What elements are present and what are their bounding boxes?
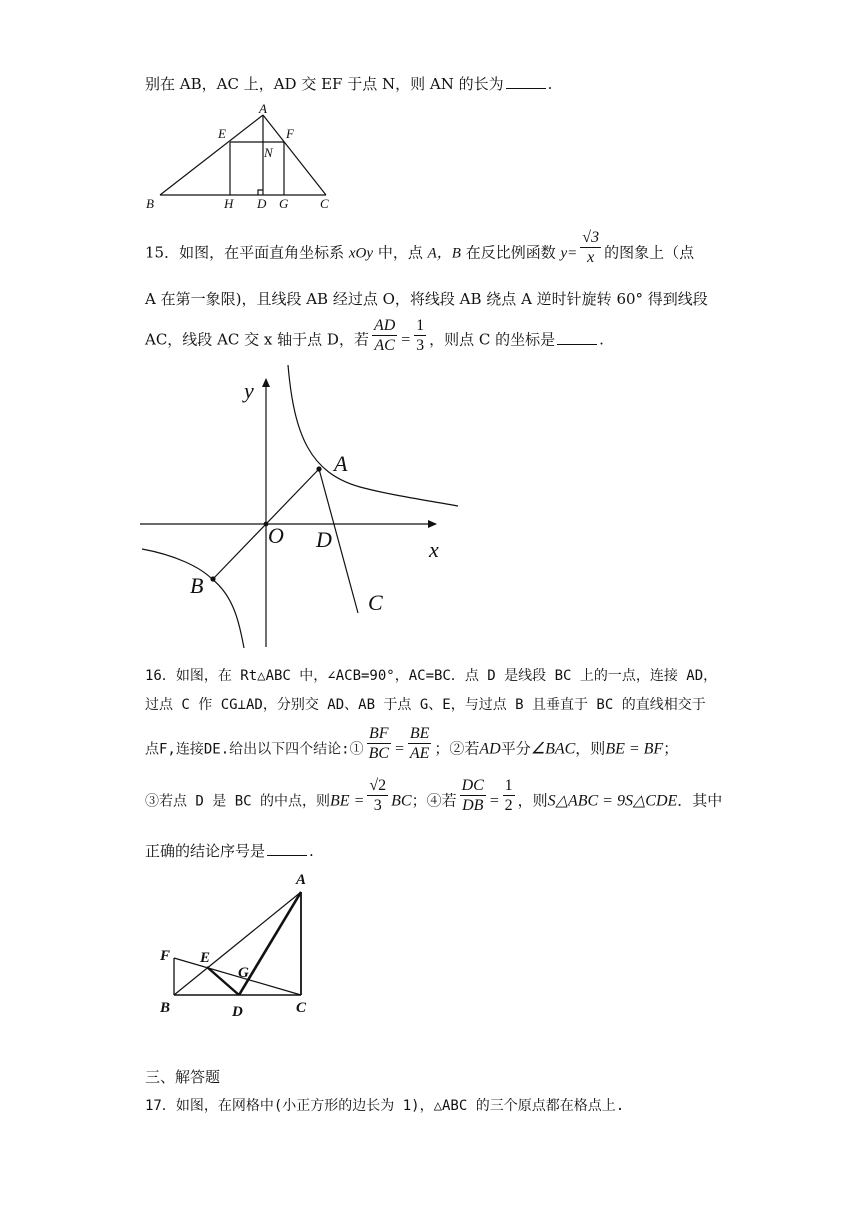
q16-end: .	[309, 842, 314, 860]
answer-blank	[506, 74, 546, 89]
label-D: D	[232, 1004, 243, 1020]
equals: =	[400, 331, 412, 349]
q15-text: 15．如图，在平面直角坐标系	[145, 243, 345, 262]
label-F: F	[160, 948, 171, 964]
q15-line3	[145, 317, 604, 355]
label-E: E	[218, 126, 226, 141]
q16-text: ；②若	[434, 739, 480, 758]
label-A: A	[259, 101, 267, 116]
label-D: D	[257, 196, 267, 211]
q16-math: BE =	[330, 792, 365, 810]
value-fraction: $\frac{1}{3}$	[416, 317, 425, 354]
q16-line1	[145, 666, 717, 686]
q15-var: xOy	[348, 245, 374, 262]
q15-text: 在反比例函数	[465, 243, 556, 262]
q16-math: ∠BAC	[530, 740, 576, 758]
q15-var: y=	[560, 245, 578, 262]
label-G: G	[279, 196, 289, 211]
label-O: O	[268, 523, 284, 548]
label-G: G	[238, 965, 249, 981]
q16-text: ；	[663, 739, 679, 758]
q16-math: BC	[391, 792, 412, 810]
c1-frac2: $\frac{BE}{AE}$	[409, 725, 430, 762]
q16-text: ．其中	[677, 791, 723, 810]
q15-end: .	[599, 330, 604, 349]
ratio-fraction: $\frac{AD}{AC}$	[373, 317, 396, 354]
c4-value: $\frac{1}{2}$	[504, 777, 513, 814]
c3-frac: $\frac{√2}{3}$	[369, 777, 387, 814]
q15-text: 的图象上（点	[604, 243, 695, 262]
q16-text: ③若点 D 是 BC 的中点，则	[145, 793, 331, 810]
q17-text: 17．如图，在网格中(小正方形的边长为 1)，△ABC 的三个原点都在格点上.	[145, 1098, 625, 1114]
answer-blank	[557, 330, 597, 345]
c4-frac: $\frac{DC}{DB}$	[461, 777, 484, 814]
label-A: A	[296, 872, 307, 888]
section-heading: 三、解答题	[145, 1068, 221, 1086]
label-x: x	[429, 537, 439, 562]
label-H: H	[224, 196, 234, 211]
q15-text: A 在第一象限)，且线段 AB 经过点 O，将线段 AB 绕点 A 逆时针旋转 60° 得到线段	[145, 290, 708, 308]
label-y: y	[244, 378, 254, 403]
q16-line2	[145, 695, 706, 715]
q15-var: A，B	[427, 245, 461, 262]
q15-figure	[140, 365, 460, 650]
q16-line3: 点F,连接DE.给出以下四个结论:① $\frac{BF}{BC}$ = $\frac{BE}{AE}$ ；②若AD平分∠BAC，则BE = BF；	[145, 725, 679, 762]
q16-text: 16．如图，在 Rt△ABC 中，∠ACB=90°，AC=BC．点 D 是线段 BC 上的一点，连接 AD，	[145, 668, 718, 684]
q16-text: 过点 C 作 CG⊥AD，分别交 AD、AB 于点 G、E，与过点 B 且垂直于 BC 的直线相交于	[145, 697, 706, 713]
label-B: B	[146, 196, 154, 211]
label-E: E	[200, 950, 211, 966]
q14-figure	[140, 100, 340, 215]
q16-text: ，则	[575, 739, 606, 758]
label-C: C	[320, 196, 329, 211]
q15-text: ，则点 C 的坐标是	[429, 330, 556, 349]
q16-text: 平分	[500, 739, 531, 758]
q15-line1	[145, 229, 695, 267]
q14-question: 别在 AB，AC 上，AD 交 EF 于点 N，则 AN 的长为	[145, 75, 504, 93]
q16-math: BE = BF	[605, 740, 664, 758]
q15-text: 中，点	[377, 243, 423, 262]
q14-end: .	[547, 75, 553, 93]
label-D: D	[316, 527, 332, 552]
c1-frac1: $\frac{BF}{BC}$	[368, 725, 390, 762]
q16-line4: ③若点 D 是 BC 的中点，则BE = $\frac{√2}{3}$ BC；④若 $\frac{DC}{DB}$ = $\frac{1}{2}$ ，则S△ABC = 9S△CDE．其中	[145, 777, 723, 814]
q16-text: 点F,连接DE.给出以下四个结论:①	[145, 741, 364, 758]
q16-line5	[145, 841, 314, 861]
q16-text: 正确的结论序号是	[145, 842, 266, 860]
label-F: F	[286, 126, 294, 141]
inverse-fraction: $\frac{√3}{x}$	[582, 229, 600, 266]
q16-figure	[150, 862, 330, 1022]
q16-math: AD	[479, 740, 501, 758]
answer-blank	[267, 841, 307, 856]
q15-text: AC，线段 AC 交 x 轴于点 D，若	[145, 330, 369, 349]
point-A	[316, 466, 321, 471]
q16-text: ；④若	[411, 791, 457, 810]
q16-text: ，则	[517, 791, 548, 810]
q15-line2	[145, 289, 708, 309]
label-A: A	[334, 451, 348, 476]
label-N: N	[264, 145, 273, 160]
label-B: B	[160, 1000, 171, 1016]
q14-text	[145, 74, 552, 94]
q16-math: S△ABC = 9S△CDE	[547, 792, 678, 810]
label-B: B	[190, 573, 204, 598]
label-C: C	[296, 1000, 307, 1016]
point-B	[210, 576, 215, 581]
label-C: C	[368, 590, 383, 615]
